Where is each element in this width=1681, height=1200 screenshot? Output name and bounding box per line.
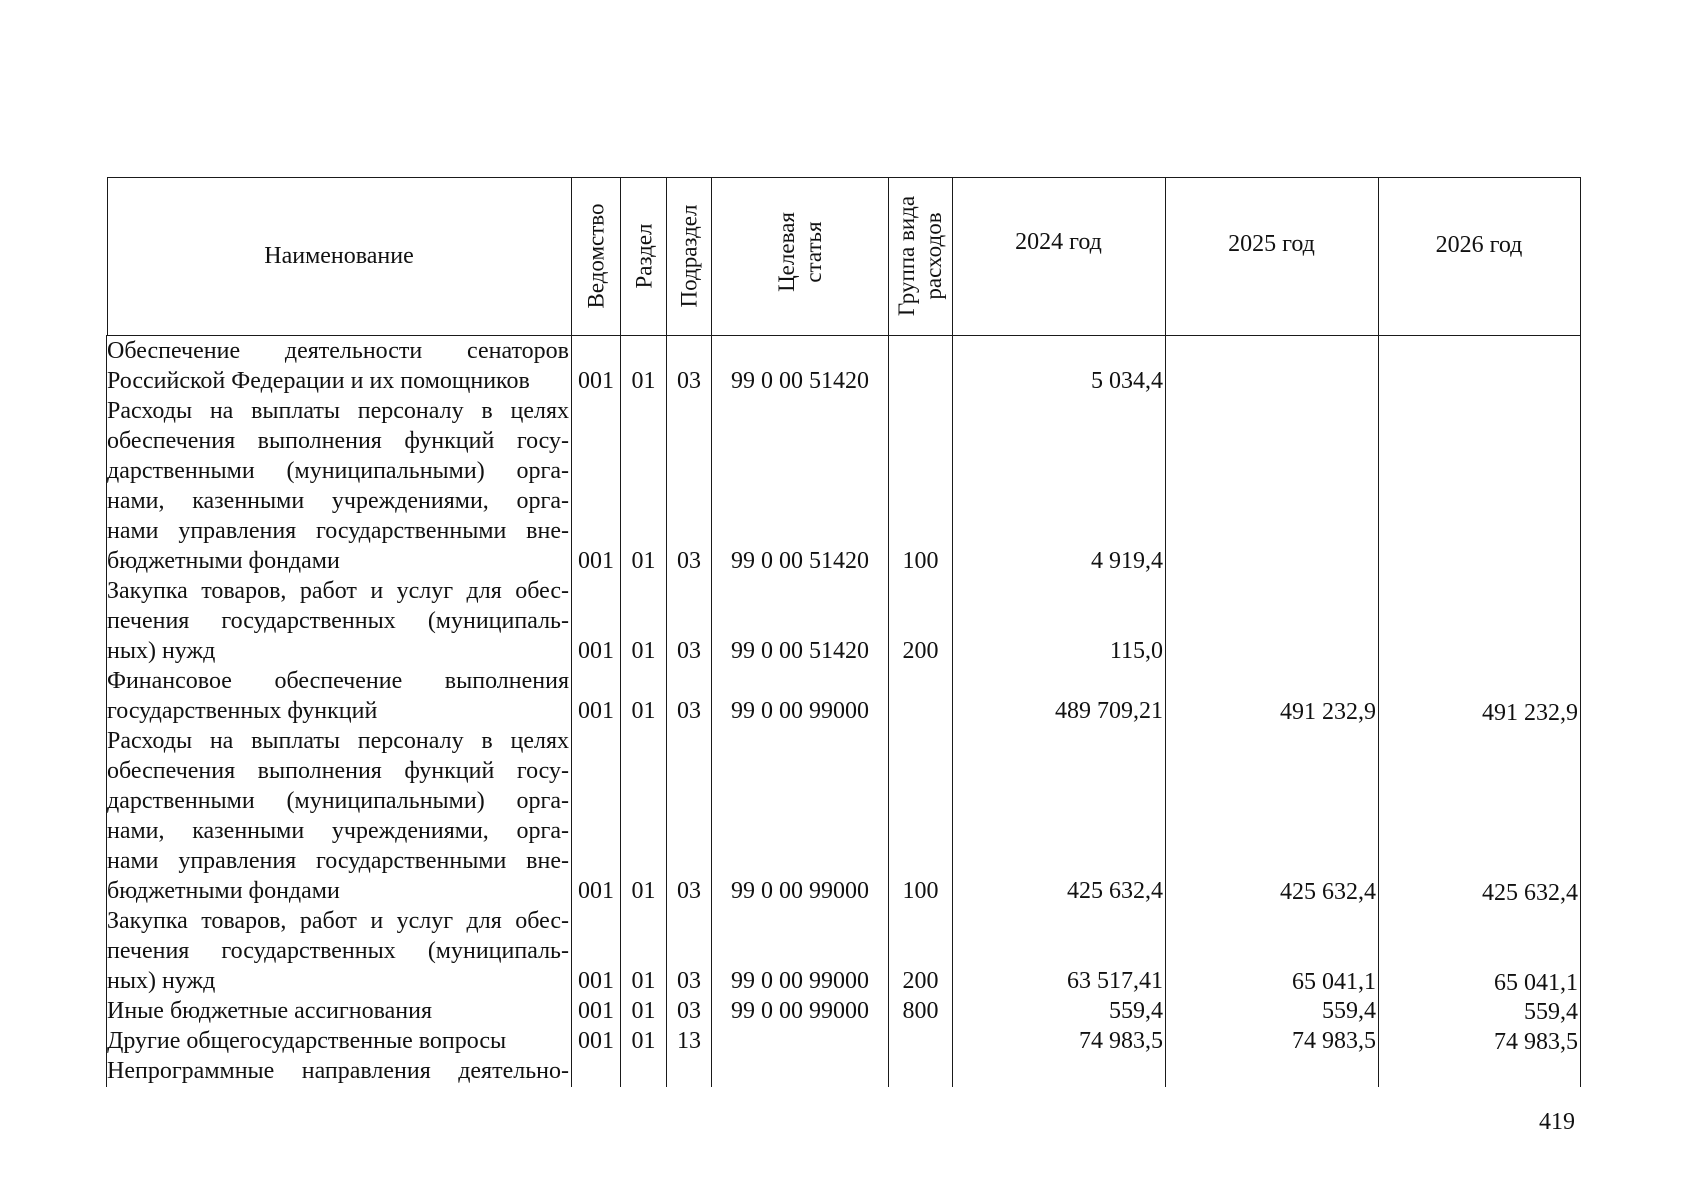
row-name-block (107, 396, 569, 576)
row-name-line: бюджетными фондами (107, 548, 340, 574)
row-name-line: Закупка товаров, работ и услуг для обес- (107, 908, 569, 934)
cell-razdel: 01 (631, 998, 656, 1024)
row-name-line: печения государственных (муниципаль- (107, 938, 569, 964)
cell-vedomstvo: 001 (578, 968, 614, 994)
cell-tselevaya: 99 0 00 51420 (731, 548, 869, 574)
cell-2026: 425 632,4 (1482, 880, 1578, 906)
cell-2025: 491 232,9 (1280, 699, 1376, 725)
cell-podrazdel: 03 (677, 368, 701, 394)
header-podrazdel (676, 205, 703, 308)
row-name-block (107, 1056, 569, 1086)
cell-tselevaya: 99 0 00 99000 (731, 998, 869, 1024)
column-divider (952, 177, 953, 1087)
cell-gruppa: 200 (902, 968, 939, 994)
row-name-line: государственных функций (107, 698, 378, 724)
cell-podrazdel: 03 (677, 638, 701, 664)
row-name-block (107, 996, 569, 1026)
column-divider (571, 177, 572, 1087)
row-name-block (107, 906, 569, 996)
row-name-line: Российской Федерации и их помощников (107, 368, 530, 394)
cell-2025: 425 632,4 (1280, 879, 1376, 905)
row-name-line: Закупка товаров, работ и услуг для обес- (107, 578, 569, 604)
cell-razdel: 01 (631, 698, 656, 724)
cell-2025: 74 983,5 (1292, 1028, 1376, 1054)
row-name-block (107, 336, 569, 396)
cell-2024: 115,0 (1109, 638, 1163, 664)
column-divider (1165, 177, 1166, 1087)
header-2026: 2026 год (1435, 232, 1523, 258)
cell-podrazdel: 03 (677, 698, 701, 724)
cell-2024: 63 517,41 (1067, 968, 1163, 994)
column-divider (620, 177, 621, 1087)
row-name-line: бюджетными фондами (107, 878, 340, 904)
row-name-line: Расходы на выплаты персоналу в целях (107, 398, 569, 424)
cell-tselevaya: 99 0 00 99000 (731, 878, 869, 904)
header-razdel-text: Раздел (631, 223, 657, 289)
cell-2026: 65 041,1 (1494, 970, 1578, 996)
cell-2024: 4 919,4 (1091, 548, 1163, 574)
row-name-block (107, 1026, 569, 1056)
cell-gruppa: 200 (902, 638, 939, 664)
cell-2026: 74 983,5 (1494, 1029, 1578, 1055)
cell-tselevaya: 99 0 00 99000 (731, 698, 869, 724)
cell-razdel: 01 (631, 968, 656, 994)
row-name-line: ных) нужд (107, 638, 216, 664)
header-tselevaya-line2: статья (801, 221, 826, 283)
cell-2025: 559,4 (1322, 998, 1376, 1024)
cell-podrazdel: 03 (677, 548, 701, 574)
header-razdel (631, 223, 658, 288)
row-name-block (107, 666, 569, 726)
cell-gruppa: 800 (902, 998, 939, 1024)
row-name-line: дарственными (муниципальными) орга- (107, 458, 569, 484)
cell-vedomstvo: 001 (578, 878, 614, 904)
header-tselevaya-line1: Целевая (774, 212, 799, 292)
cell-razdel: 01 (631, 1028, 656, 1054)
row-name-line: Обеспечение деятельности сенаторов (107, 338, 569, 364)
column-divider (666, 177, 667, 1087)
row-name-line: нами управления государственными вне- (107, 518, 569, 544)
header-tselevaya (773, 212, 827, 292)
row-name-line: дарственными (муниципальными) орга- (107, 788, 569, 814)
header-2024: 2024 год (1015, 229, 1102, 255)
cell-razdel: 01 (631, 638, 656, 664)
cell-2024: 559,4 (1109, 998, 1163, 1024)
row-name-line: Финансовое обеспечение выполнения (107, 668, 569, 694)
row-name-line: обеспечения выполнения функций госу- (107, 758, 569, 784)
row-name-line: Расходы на выплаты персоналу в целях (107, 728, 569, 754)
cell-2025: 65 041,1 (1292, 969, 1376, 995)
cell-vedomstvo: 001 (578, 548, 614, 574)
row-name-line: нами, казенными учреждениями, орга- (107, 818, 569, 844)
cell-podrazdel: 03 (677, 998, 701, 1024)
header-vedomstvo-text: Ведомство (583, 203, 609, 309)
header-podrazdel-text: Подраздел (676, 204, 702, 308)
cell-vedomstvo: 001 (578, 698, 614, 724)
cell-razdel: 01 (631, 878, 656, 904)
cell-vedomstvo: 001 (578, 1028, 614, 1054)
header-gruppa-line1: Группа вида (894, 195, 919, 317)
cell-podrazdel: 13 (677, 1028, 701, 1054)
row-name-block (107, 576, 569, 666)
page-number: 419 (1539, 1109, 1575, 1135)
cell-tselevaya: 99 0 00 99000 (731, 968, 869, 994)
cell-gruppa: 100 (902, 878, 939, 904)
row-name-block (107, 726, 569, 906)
row-name-line: Другие общегосударственные вопросы (107, 1028, 507, 1054)
cell-vedomstvo: 001 (578, 638, 614, 664)
row-name-line: Непрограммные направления деятельно- (107, 1058, 569, 1084)
cell-tselevaya: 99 0 00 51420 (731, 638, 869, 664)
cell-podrazdel: 03 (677, 878, 701, 904)
header-name: Наименование (264, 243, 414, 269)
cell-2024: 74 983,5 (1079, 1028, 1163, 1054)
cell-vedomstvo: 001 (578, 368, 614, 394)
cell-2024: 489 709,21 (1055, 698, 1163, 724)
row-name-line: нами, казенными учреждениями, орга- (107, 488, 569, 514)
cell-vedomstvo: 001 (578, 998, 614, 1024)
row-name-line: нами управления государственными вне- (107, 848, 569, 874)
header-gruppa-line2: расходов (921, 212, 946, 300)
row-name-line: Иные бюджетные ассигнования (107, 998, 432, 1024)
row-name-line: ных) нужд (107, 968, 216, 994)
cell-2026: 491 232,9 (1482, 700, 1578, 726)
header-2025: 2025 год (1228, 231, 1315, 257)
cell-2024: 5 034,4 (1091, 368, 1163, 394)
border-right (1580, 177, 1581, 1087)
cell-gruppa: 100 (902, 548, 939, 574)
column-divider (711, 177, 712, 1087)
column-divider (1378, 177, 1379, 1087)
cell-tselevaya: 99 0 00 51420 (731, 368, 869, 394)
cell-razdel: 01 (631, 368, 656, 394)
row-name-line: обеспечения выполнения функций госу- (107, 428, 569, 454)
cell-2024: 425 632,4 (1067, 878, 1163, 904)
header-gruppa (893, 196, 947, 316)
cell-2026: 559,4 (1524, 999, 1578, 1025)
cell-razdel: 01 (631, 548, 656, 574)
cell-podrazdel: 03 (677, 968, 701, 994)
header-vedomstvo (583, 203, 610, 308)
table-top-border (107, 177, 1581, 178)
row-name-line: печения государственных (муниципаль- (107, 608, 569, 634)
column-divider (888, 177, 889, 1087)
